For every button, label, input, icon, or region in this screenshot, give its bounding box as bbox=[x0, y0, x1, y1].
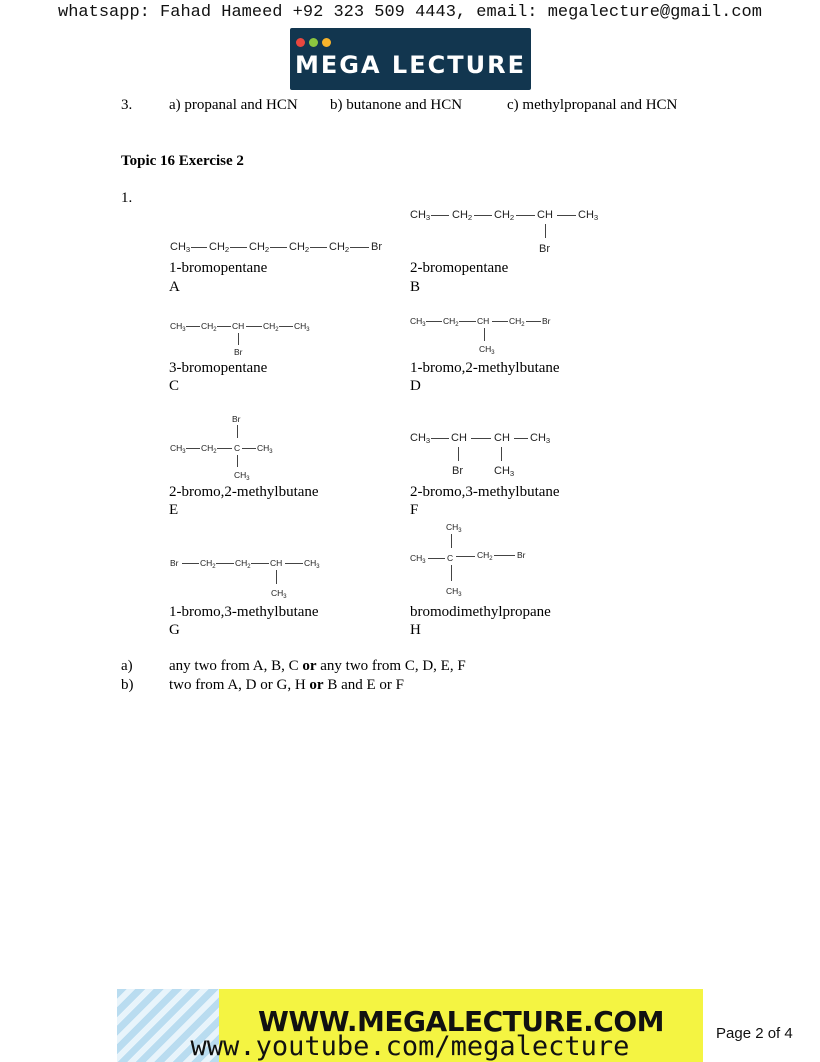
group-ch3: $CH_3$ bbox=[578, 209, 599, 222]
group-ch3: $CH_3$ bbox=[410, 553, 426, 565]
red-dot-icon bbox=[296, 38, 305, 47]
isomer-letter-e: E bbox=[169, 502, 179, 518]
subscript: 3 bbox=[593, 213, 599, 222]
bond-line bbox=[451, 565, 452, 581]
isomer-letter-h: H bbox=[410, 622, 421, 638]
subscript: 3 bbox=[425, 213, 431, 222]
subscript: 2 bbox=[455, 322, 459, 328]
group-ch2: $CH_2$ bbox=[477, 550, 493, 562]
mega-lecture-logo bbox=[290, 28, 531, 90]
group-ch2: $CH_2$ bbox=[200, 558, 216, 570]
subscript: 3 bbox=[491, 350, 495, 356]
group-br: Br bbox=[234, 347, 243, 357]
bond-line bbox=[456, 556, 475, 557]
group-ch2: $CH_2$ bbox=[443, 316, 459, 328]
footer-banner[interactable] bbox=[117, 989, 703, 1062]
bond-line bbox=[514, 438, 528, 439]
group-ch: CH bbox=[270, 558, 283, 568]
group-ch3: $CH_3$ bbox=[410, 432, 431, 445]
bond-line bbox=[516, 215, 535, 216]
bond-line bbox=[459, 321, 476, 322]
bond-line bbox=[191, 247, 207, 248]
group-ch3: $CH_3$ bbox=[170, 321, 186, 333]
q1-number: 1. bbox=[121, 190, 133, 206]
bond-line bbox=[238, 333, 239, 345]
subscript: 2 bbox=[213, 327, 217, 333]
isomer-name-c: 3-bromopentane bbox=[169, 360, 268, 376]
isomer-name-d: 1-bromo,2-methylbutane bbox=[410, 360, 560, 376]
bond-line bbox=[285, 563, 303, 564]
bond-line bbox=[474, 215, 492, 216]
group-ch: CH bbox=[232, 321, 245, 331]
bond-line bbox=[217, 448, 232, 449]
answer-b-text-1: two from A, D or G, H bbox=[169, 677, 306, 693]
bond-line bbox=[545, 224, 546, 238]
group-ch: CH bbox=[537, 209, 553, 221]
group-ch3: $CH_3$ bbox=[271, 588, 287, 600]
bond-line bbox=[526, 321, 541, 322]
bond-line bbox=[276, 570, 277, 584]
bond-line bbox=[557, 215, 576, 216]
group-ch3: $CH_3$ bbox=[257, 443, 273, 455]
youtube-link[interactable]: www.youtube.com/megalecture bbox=[190, 1031, 630, 1062]
group-br: Br bbox=[371, 241, 382, 253]
group-ch3: $CH_3$ bbox=[410, 316, 426, 328]
answer-b-or: or bbox=[309, 677, 324, 693]
group-c: C bbox=[234, 443, 241, 453]
bond-line bbox=[310, 247, 327, 248]
bond-line bbox=[237, 425, 238, 438]
bond-line bbox=[251, 563, 269, 564]
subscript: 2 bbox=[344, 245, 350, 254]
answer-a-label: a) bbox=[121, 658, 133, 674]
isomer-letter-b: B bbox=[410, 279, 421, 295]
subscript: 3 bbox=[422, 322, 426, 328]
yellow-dot-icon bbox=[322, 38, 331, 47]
group-ch2: $CH_2$ bbox=[263, 321, 279, 333]
bond-line bbox=[350, 247, 369, 248]
isomer-letter-f: F bbox=[410, 502, 419, 518]
bond-line bbox=[501, 447, 502, 461]
bond-line bbox=[451, 534, 452, 548]
group-ch: CH bbox=[494, 432, 510, 444]
group-ch2: $CH_2$ bbox=[494, 209, 515, 222]
group-ch3: $CH_3$ bbox=[170, 241, 191, 254]
group-br: Br bbox=[517, 550, 526, 560]
bond-line bbox=[426, 321, 442, 322]
group-br: Br bbox=[452, 465, 463, 477]
isomer-name-a: 1-bromopentane bbox=[169, 260, 268, 276]
subscript: 3 bbox=[269, 449, 273, 455]
group-ch3: $CH_3$ bbox=[410, 209, 431, 222]
subscript: 3 bbox=[458, 528, 462, 534]
bond-line bbox=[217, 326, 231, 327]
group-ch2: $CH_2$ bbox=[235, 558, 251, 570]
subscript: 2 bbox=[247, 564, 251, 570]
group-ch2: $CH_2$ bbox=[509, 316, 525, 328]
group-ch: CH bbox=[477, 316, 490, 326]
isomer-letter-a: A bbox=[169, 279, 180, 295]
bond-line bbox=[458, 447, 459, 461]
answer-a-text-2: any two from C, D, E, F bbox=[320, 658, 466, 674]
subscript: 3 bbox=[458, 592, 462, 598]
bond-line bbox=[242, 448, 256, 449]
isomer-letter-d: D bbox=[410, 378, 421, 394]
group-ch2: $CH_2$ bbox=[329, 241, 350, 254]
answer-b-label: b) bbox=[121, 677, 134, 693]
group-br: Br bbox=[232, 414, 241, 424]
bond-line bbox=[431, 215, 449, 216]
group-ch2: $CH_2$ bbox=[209, 241, 230, 254]
group-ch2: $CH_2$ bbox=[201, 443, 217, 455]
answer-a-text-1: any two from A, B, C bbox=[169, 658, 299, 674]
group-br: Br bbox=[542, 316, 551, 326]
group-c: C bbox=[447, 553, 454, 563]
subscript: 2 bbox=[489, 556, 493, 562]
q3-part-a: a) propanal and HCN bbox=[169, 97, 298, 113]
topic-title: Topic 16 Exercise 2 bbox=[121, 153, 244, 169]
group-ch2: $CH_2$ bbox=[249, 241, 270, 254]
answer-a bbox=[169, 658, 466, 675]
group-ch: CH bbox=[451, 432, 467, 444]
header-contact: whatsapp: Fahad Hameed +92 323 509 4443, email: megalecture@gmail.com bbox=[58, 3, 762, 22]
group-ch3: $CH_3$ bbox=[446, 586, 462, 598]
group-br: Br bbox=[539, 243, 550, 255]
isomer-letter-g: G bbox=[169, 622, 180, 638]
group-ch3: $CH_3$ bbox=[304, 558, 320, 570]
subscript: 3 bbox=[425, 436, 431, 445]
subscript: 2 bbox=[509, 213, 515, 222]
isomer-name-b: 2-bromopentane bbox=[410, 260, 509, 276]
subscript: 3 bbox=[422, 559, 426, 565]
subscript: 2 bbox=[213, 449, 217, 455]
subscript: 2 bbox=[304, 245, 310, 254]
subscript: 2 bbox=[264, 245, 270, 254]
group-ch3: $CH_3$ bbox=[479, 344, 495, 356]
q3-number: 3. bbox=[121, 97, 133, 113]
page-number: Page 2 of 4 bbox=[716, 1025, 793, 1042]
bond-line bbox=[492, 321, 508, 322]
group-ch3: $CH_3$ bbox=[494, 465, 515, 478]
bond-line bbox=[230, 247, 247, 248]
subscript: 3 bbox=[182, 327, 186, 333]
isomer-name-e: 2-bromo,2-methylbutane bbox=[169, 484, 319, 500]
group-ch3: $CH_3$ bbox=[234, 470, 250, 482]
bond-line bbox=[494, 555, 515, 556]
website-link[interactable]: WWW.MEGALECTURE.COM bbox=[257, 1005, 665, 1038]
isomer-name-g: 1-bromo,3-methylbutane bbox=[169, 604, 319, 620]
bond-line bbox=[186, 326, 200, 327]
group-ch3: $CH_3$ bbox=[446, 522, 462, 534]
answer-b-text-2: B and E or F bbox=[327, 677, 404, 693]
group-ch3: $CH_3$ bbox=[530, 432, 551, 445]
group-ch3: $CH_3$ bbox=[170, 443, 186, 455]
subscript: 3 bbox=[185, 245, 191, 254]
group-br: Br bbox=[170, 558, 179, 568]
q3-part-b: b) butanone and HCN bbox=[330, 97, 463, 113]
group-ch2: $CH_2$ bbox=[201, 321, 217, 333]
subscript: 3 bbox=[545, 436, 551, 445]
subscript: 3 bbox=[283, 594, 287, 600]
green-dot-icon bbox=[309, 38, 318, 47]
bond-line bbox=[216, 563, 234, 564]
bond-line bbox=[484, 328, 485, 341]
subscript: 3 bbox=[509, 469, 515, 478]
group-ch3: $CH_3$ bbox=[294, 321, 310, 333]
bond-line bbox=[246, 326, 262, 327]
q3-part-c: c) methylpropanal and HCN bbox=[507, 97, 678, 113]
bond-line bbox=[428, 558, 445, 559]
bond-line bbox=[279, 326, 293, 327]
subscript: 3 bbox=[316, 564, 320, 570]
bond-line bbox=[182, 563, 199, 564]
subscript: 3 bbox=[182, 449, 186, 455]
subscript: 2 bbox=[212, 564, 216, 570]
subscript: 2 bbox=[224, 245, 230, 254]
isomer-name-h: bromodimethylpropane bbox=[410, 604, 551, 620]
isomer-letter-c: C bbox=[169, 378, 180, 394]
bond-line bbox=[270, 247, 287, 248]
bond-line bbox=[431, 438, 449, 439]
answer-b bbox=[169, 677, 404, 694]
answer-a-or: or bbox=[302, 658, 317, 674]
logo-text: MEGA LECTURE bbox=[295, 51, 526, 79]
subscript: 2 bbox=[467, 213, 473, 222]
subscript: 3 bbox=[246, 476, 250, 482]
bond-line bbox=[471, 438, 491, 439]
isomer-name-f: 2-bromo,3-methylbutane bbox=[410, 484, 560, 500]
bond-line bbox=[186, 448, 200, 449]
group-ch2: $CH_2$ bbox=[289, 241, 310, 254]
subscript: 2 bbox=[521, 322, 525, 328]
bond-line bbox=[237, 455, 238, 467]
subscript: 3 bbox=[306, 327, 310, 333]
group-ch2: $CH_2$ bbox=[452, 209, 473, 222]
subscript: 2 bbox=[275, 327, 279, 333]
